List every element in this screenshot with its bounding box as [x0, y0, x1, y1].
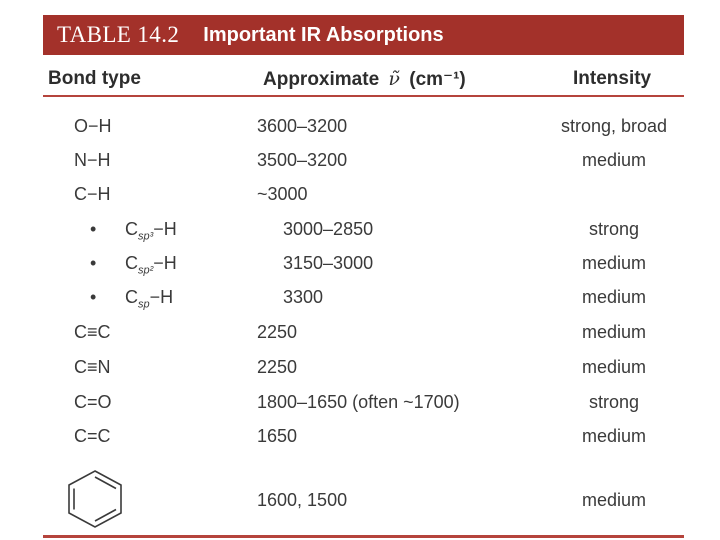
bullet-icon: • — [90, 253, 97, 273]
bullet-icon: • — [90, 287, 97, 307]
intensity-cell: medium — [581, 426, 647, 446]
table-title: Important IR Absorptions — [203, 23, 444, 46]
bond-cell: N−H — [74, 150, 111, 170]
bond-cell: C−H — [74, 184, 111, 204]
footer-rule — [43, 535, 684, 538]
bond-partner: −H — [153, 253, 177, 273]
bond-partner: −H — [149, 287, 174, 307]
bond-cell: O−H — [74, 116, 112, 136]
bond-hybridization: sp² — [138, 264, 154, 277]
bond-cell: C=O — [74, 392, 112, 412]
intensity-cell: medium — [581, 357, 647, 377]
bond-cell — [125, 287, 173, 311]
range-cell: 3300 — [283, 287, 324, 307]
bond-atom: C — [125, 253, 138, 273]
range-cell: 3600–3200 — [257, 116, 348, 136]
range-cell: 3150–3000 — [283, 253, 374, 273]
header-wavenumber-symbol: ν̃ — [388, 68, 400, 90]
header-bond-type: Bond type — [48, 68, 141, 89]
bond-partner: −H — [153, 219, 177, 239]
bond-cell: C≡C — [74, 322, 111, 342]
range-cell: 2250 — [257, 357, 298, 377]
bond-cell — [125, 219, 177, 243]
intensity-cell: strong — [588, 219, 640, 239]
intensity-cell: medium — [581, 490, 647, 510]
bond-cell: C≡N — [74, 357, 111, 377]
bond-hybridization: sp³ — [138, 230, 154, 243]
range-cell: 1650 — [257, 426, 298, 446]
bond-cell — [125, 253, 177, 277]
benzene-ring-icon — [63, 468, 127, 530]
range-cell: 2250 — [257, 322, 298, 342]
intensity-cell: strong, broad — [560, 116, 668, 136]
bond-hybridization: sp — [138, 298, 150, 311]
bond-cell: C=C — [74, 426, 111, 446]
header-intensity: Intensity — [573, 68, 652, 89]
bond-atom: C — [125, 219, 138, 239]
range-cell: 3500–3200 — [257, 150, 348, 170]
intensity-cell: medium — [581, 150, 647, 170]
range-cell: 1800–1650 (often ~1700) — [257, 392, 460, 412]
range-cell: 1600, 1500 — [257, 490, 348, 510]
table-number: TABLE 14.2 — [57, 22, 180, 47]
intensity-cell: strong — [588, 392, 640, 412]
header-approximate-label: Approximate — [263, 69, 380, 90]
intensity-cell: medium — [581, 253, 647, 273]
bond-atom: C — [125, 287, 138, 307]
bullet-icon: • — [90, 219, 97, 239]
header-unit: (cm⁻¹) — [409, 69, 466, 90]
intensity-cell: medium — [581, 287, 647, 307]
range-cell: 3000–2850 — [283, 219, 374, 239]
range-cell: ~3000 — [257, 184, 308, 204]
intensity-cell: medium — [581, 322, 647, 342]
